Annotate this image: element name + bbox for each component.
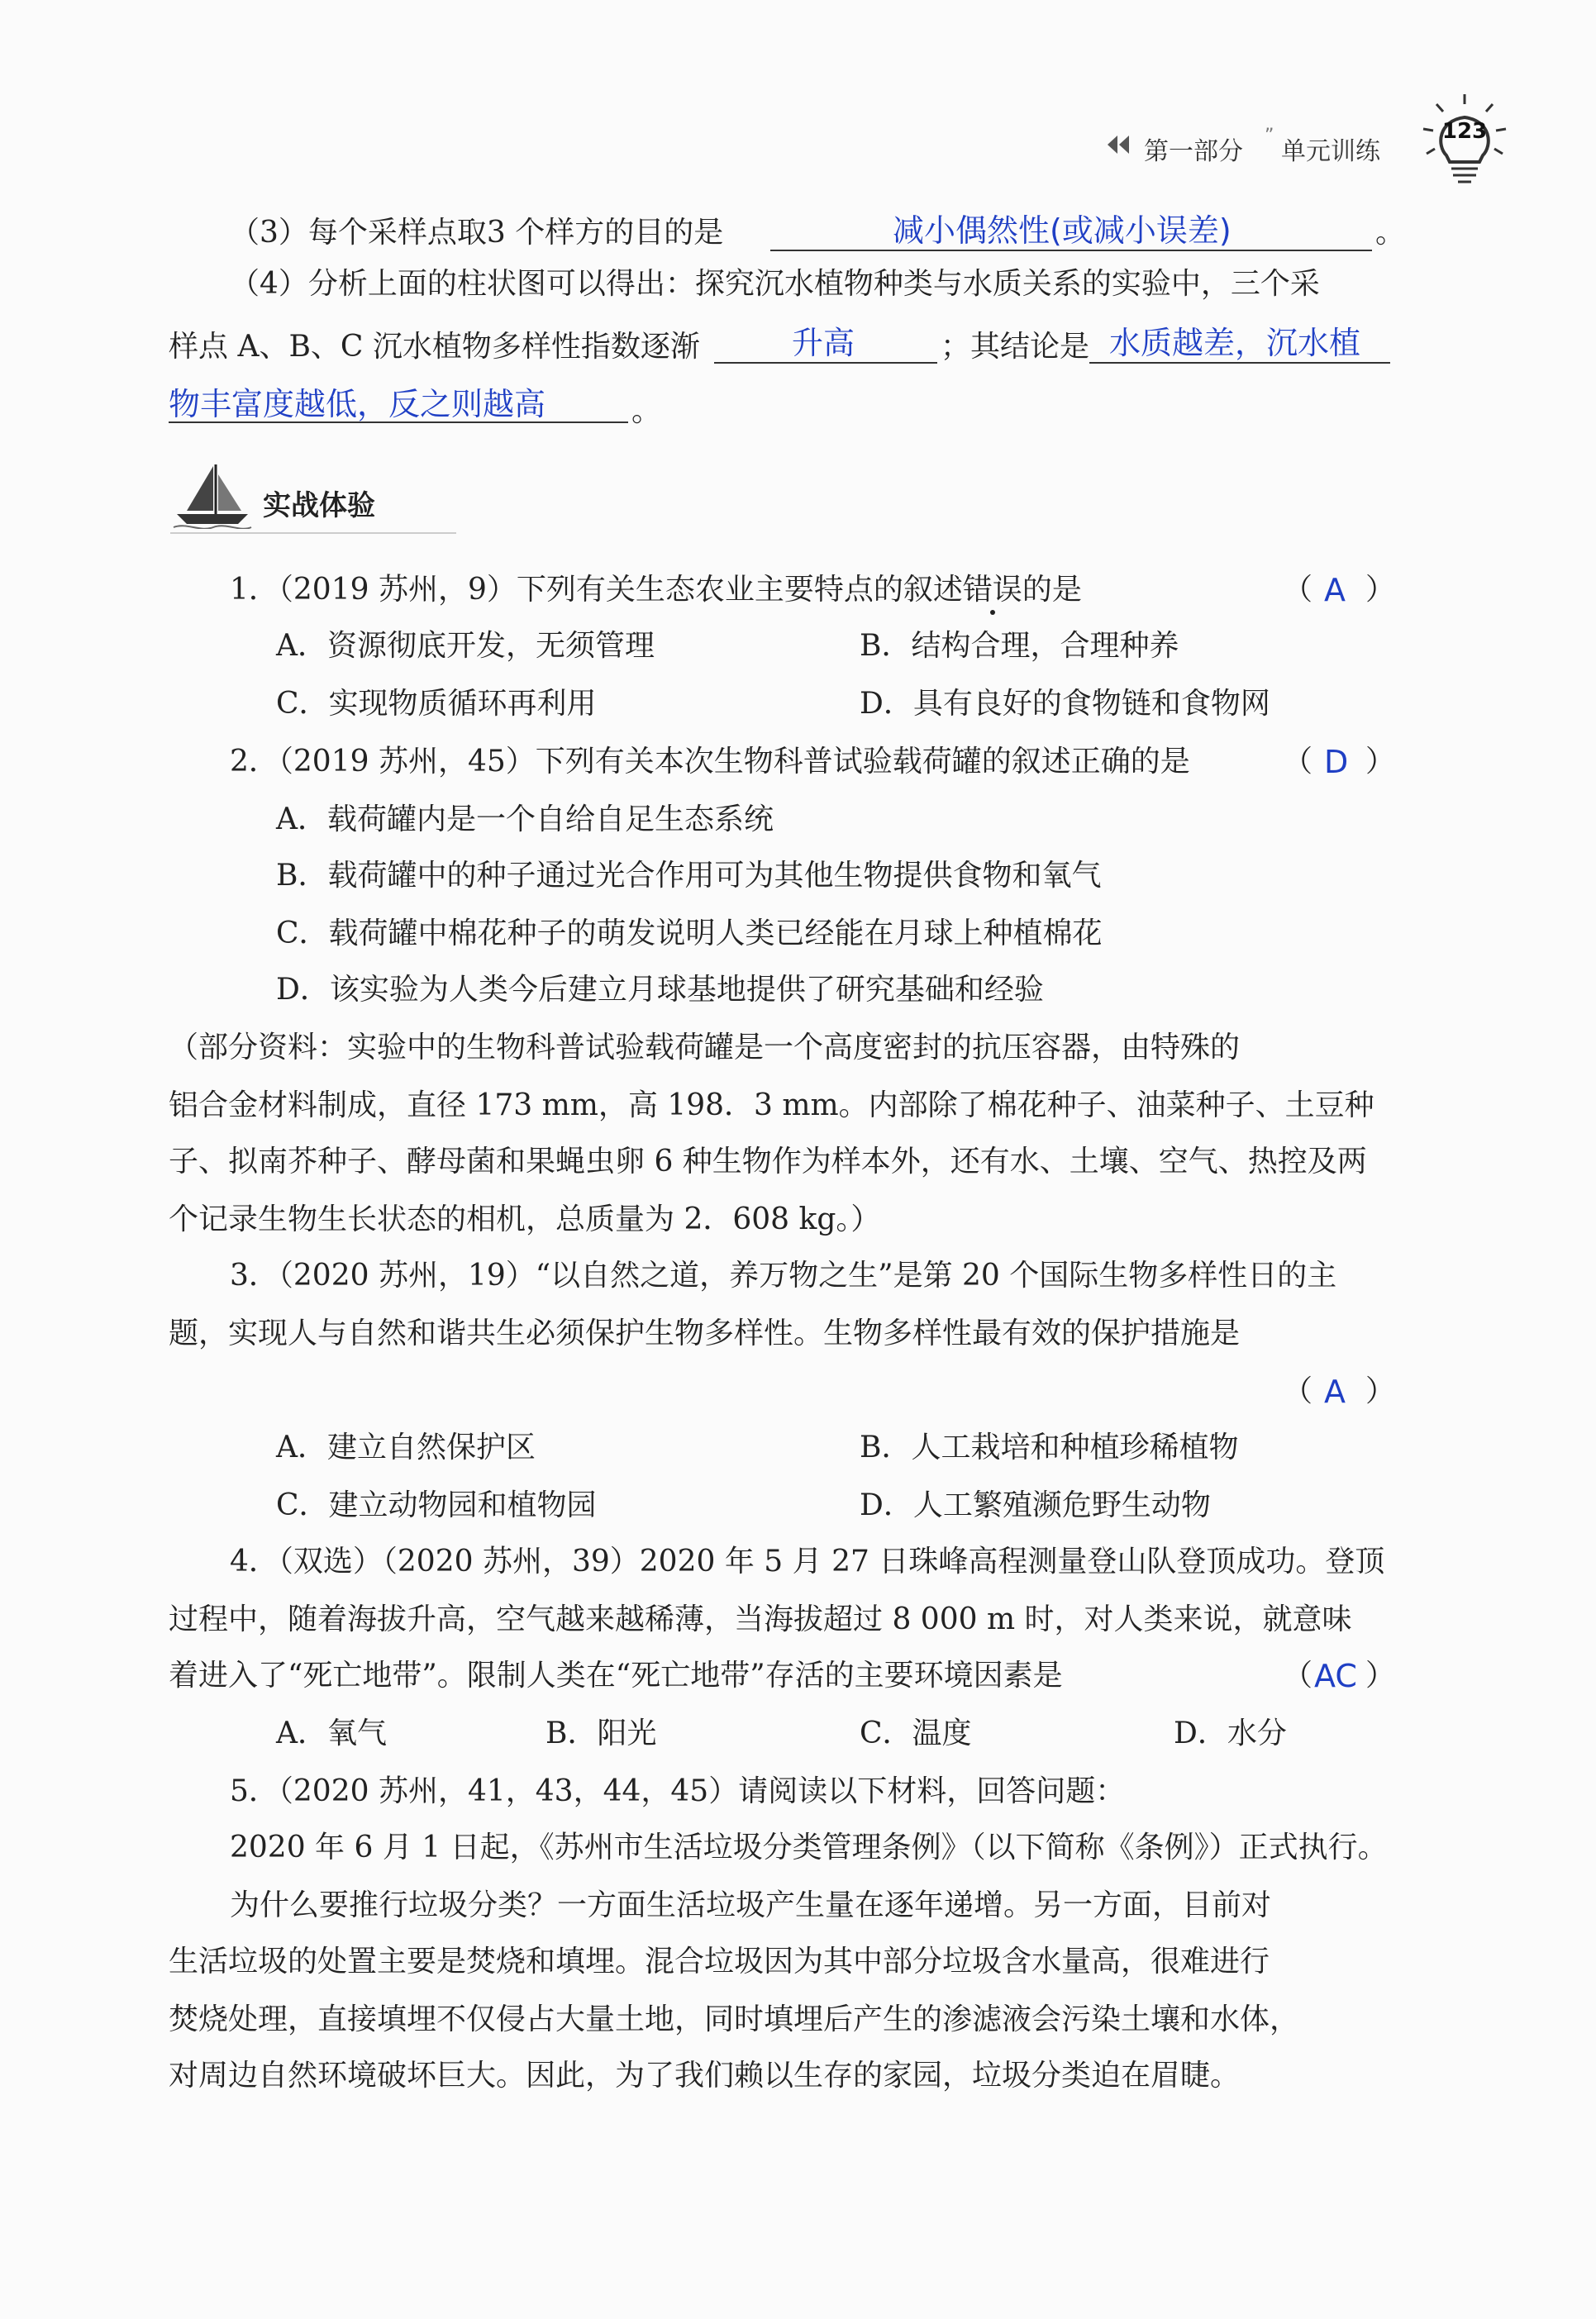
q5-paragraph-line5: 对周边自然环境破坏巨大。因此，为了我们赖以生存的家园，垃圾分类迫在眉睫。 bbox=[169, 2059, 1241, 2093]
sailboat-section-icon bbox=[170, 463, 253, 529]
q1-option-c: C．实现物质循环再利用 bbox=[276, 687, 597, 721]
q4-prev-line2-mid: ；其结论是 bbox=[941, 330, 1090, 364]
section-divider bbox=[170, 532, 456, 534]
q3-option-d: D．人工繁殖濒危野生动物 bbox=[860, 1488, 1211, 1522]
q3-option-b: B．人工栽培和种植珍稀植物 bbox=[860, 1431, 1239, 1464]
q4-prev-suffix: 。 bbox=[631, 394, 662, 428]
q2-paren-open: （ bbox=[1283, 745, 1313, 779]
q1-paren-open: （ bbox=[1283, 573, 1313, 607]
q5-paragraph-line1: 2020 年 6 月 1 日起，《苏州市生活垃圾分类管理条例》（以下简称《条例》）正式执行。 bbox=[230, 1831, 1388, 1864]
q3-option-c: C．建立动物园和植物园 bbox=[276, 1488, 597, 1522]
q3-prev-suffix: 。 bbox=[1375, 216, 1406, 250]
q4-stem-line3: 着进入了“死亡地带”。限制人类在“死亡地带”存活的主要环境因素是 bbox=[169, 1659, 1063, 1693]
q4-prev-blank3-line bbox=[169, 421, 628, 423]
q1-paren-close: ） bbox=[1365, 573, 1396, 607]
q2-option-b: B．载荷罐中的种子通过光合作用可为其他生物提供食物和氧气 bbox=[276, 859, 1102, 893]
q5-stem: 5．（2020 苏州，41，43，44，45）请阅读以下材料，回答问题： bbox=[230, 1774, 1126, 1808]
q3-prev-prefix: （3）每个采样点取3 个样方的目的是 bbox=[230, 216, 724, 250]
q2-material-line3: 子、拟南芥种子、酵母菌和果蝇虫卵 6 种生物作为样本外，还有水、土壤、空气、热控及两 bbox=[169, 1145, 1367, 1179]
q2-paren-close: ） bbox=[1365, 745, 1396, 779]
q3-answer: A bbox=[1324, 1374, 1346, 1410]
header-section: 单元训练 bbox=[1281, 137, 1380, 166]
q4-paren-open: （ bbox=[1283, 1659, 1313, 1693]
q1-answer: A bbox=[1324, 572, 1346, 608]
q1-stem-emphasis: 错误 bbox=[962, 573, 1022, 607]
q4-prev-answer2-part1: 水质越差，沉水植 bbox=[1109, 325, 1361, 361]
q5-paragraph-line3: 生活垃圾的处置主要是焚烧和填埋。混合垃圾因为其中部分垃圾含水量高，很难进行 bbox=[169, 1945, 1270, 1979]
q4-option-d: D．水分 bbox=[1174, 1717, 1287, 1750]
q3-stem-line2: 题，实现人与自然和谐共生必须保护生物多样性。生物多样性最有效的保护措施是 bbox=[169, 1317, 1241, 1350]
q2-option-c: C．载荷罐中棉花种子的萌发说明人类已经能在月球上种植棉花 bbox=[276, 917, 1103, 950]
header-separator: ” bbox=[1265, 126, 1274, 146]
section-title: 实战体验 bbox=[263, 489, 375, 522]
q4-paren-close: ） bbox=[1365, 1659, 1396, 1693]
double-arrow-icon bbox=[1104, 132, 1132, 157]
q4-option-a: A．氧气 bbox=[276, 1717, 387, 1750]
q2-material-line2: 铝合金材料制成，直径 173 mm，高 198．3 mm。内部除了棉花种子、油菜种子、土豆种 bbox=[169, 1088, 1374, 1122]
q4-prev-line2-prefix: 样点 A、B、C 沉水植物多样性指数逐渐 bbox=[169, 330, 700, 364]
header-part: 第一部分 bbox=[1144, 137, 1243, 166]
q3-stem-line1: 3．（2020 苏州，19）“以自然之道，养万物之生”是第 20 个国际生物多样性日的主 bbox=[230, 1259, 1337, 1293]
q4-stem-line1: 4．（双选）（2020 苏州，39）2020 年 5 月 27 日珠峰高程测量登山队登顶成功。登顶 bbox=[230, 1545, 1385, 1579]
q3-paren-open: （ bbox=[1283, 1374, 1313, 1408]
q4-option-c: C．温度 bbox=[860, 1717, 972, 1750]
q3-paren-close: ） bbox=[1365, 1374, 1396, 1408]
q2-option-a: A．载荷罐内是一个自给自足生态系统 bbox=[276, 802, 774, 836]
q2-stem: 2．（2019 苏州，45）下列有关本次生物科普试验载荷罐的叙述正确的是 bbox=[230, 745, 1190, 779]
q4-stem-line2: 过程中，随着海拔升高，空气越来越稀薄，当海拔超过 8 000 m 时，对人类来说，就意味 bbox=[169, 1602, 1352, 1636]
q1-stem-a: 1．（2019 苏州，9）下列有关生态农业主要特点的叙述 bbox=[230, 573, 963, 607]
q3-option-a: A．建立自然保护区 bbox=[276, 1431, 536, 1464]
q1-stem-b: 的是 bbox=[1022, 573, 1082, 607]
q5-paragraph-line4: 焚烧处理，直接填埋不仅侵占大量土地，同时填埋后产生的渗滤液会污染土壤和水体， bbox=[169, 2002, 1300, 2036]
q4-option-b: B．阳光 bbox=[545, 1717, 657, 1750]
q2-answer: D bbox=[1324, 744, 1349, 780]
q2-material-line1: （部分资料：实验中的生物科普试验载荷罐是一个高度密封的抗压容器，由特殊的 bbox=[169, 1031, 1241, 1064]
q3-prev-answer: 减小偶然性(或减小误差) bbox=[893, 212, 1232, 249]
page-number: 123 bbox=[1441, 119, 1488, 144]
q4-prev-answer2-part2: 物丰富度越低，反之则越高 bbox=[169, 386, 546, 422]
q1-stem bbox=[230, 575, 1082, 605]
q4-prev-answer1: 升高 bbox=[792, 325, 855, 361]
q2-option-d: D．该实验为人类今后建立月球基地提供了研究基础和经验 bbox=[276, 973, 1044, 1007]
q4-answer: AC bbox=[1314, 1658, 1357, 1694]
q4-prev-line1: （4）分析上面的柱状图可以得出：探究沉水植物种类与水质关系的实验中，三个采 bbox=[230, 267, 1320, 301]
q1-option-a: A．资源彻底开发，无须管理 bbox=[276, 629, 655, 663]
q1-option-b: B．结构合理，合理种养 bbox=[860, 629, 1179, 663]
q2-material-line4: 个记录生物生长状态的相机，总质量为 2．608 kg。） bbox=[169, 1202, 881, 1236]
q5-paragraph-line2: 为什么要推行垃圾分类？一方面生活垃圾产生量在逐年递增。另一方面，目前对 bbox=[230, 1888, 1272, 1922]
q1-option-d: D．具有良好的食物链和食物网 bbox=[860, 687, 1270, 721]
